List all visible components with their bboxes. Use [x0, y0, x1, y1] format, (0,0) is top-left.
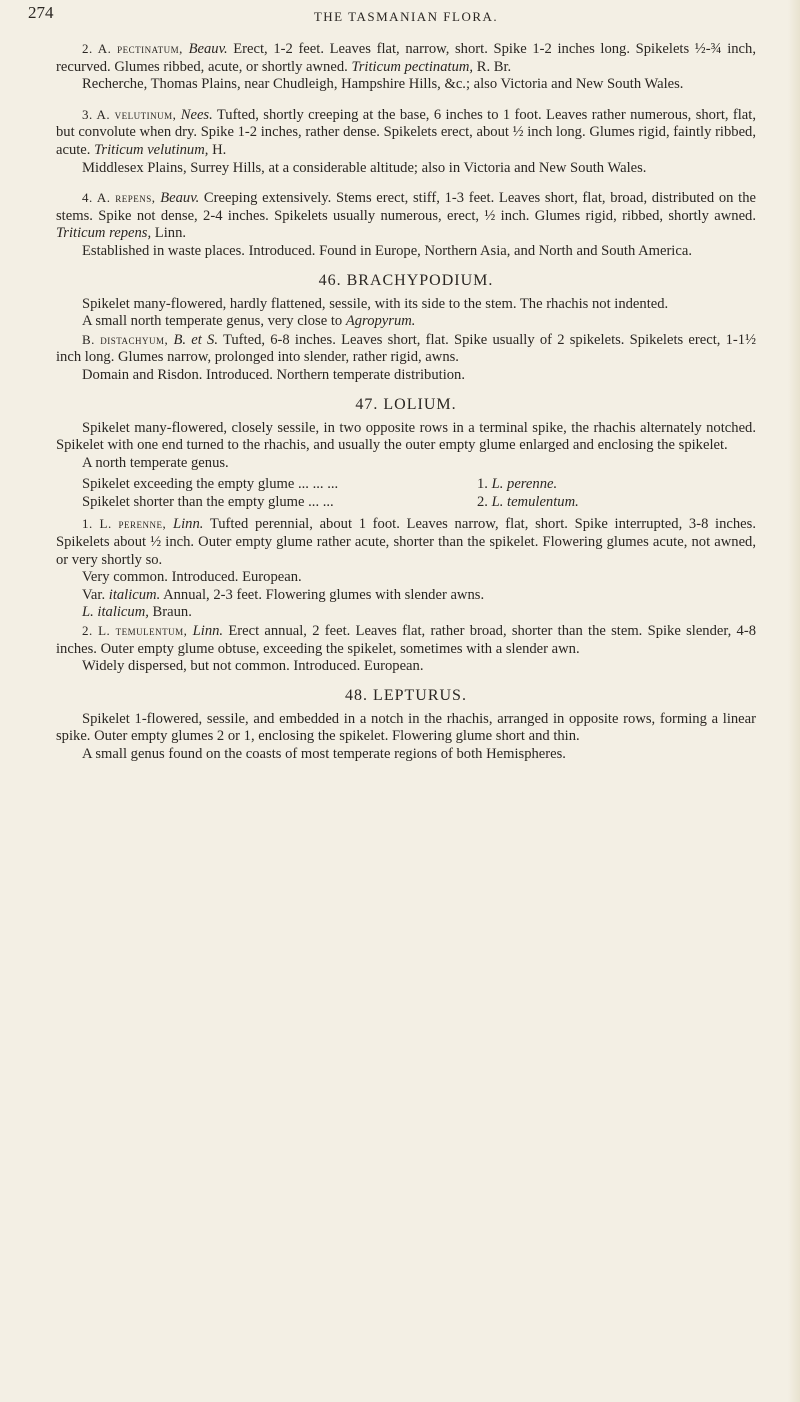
species-entry: 2. A. pectinatum, Beauv. Erect, 1-2 feet. Leaves flat, narrow, short. Spike 1-2 inches long. Spikelets ½-¾ inch, recurved. Glumes ribbed, acute, or shortly awned. Triticum pectinatum, R. Br.: [56, 41, 756, 75]
key-line: Spikelet exceeding the empty glume ... ... ... 1. L. perenne.: [82, 476, 558, 493]
genus-description: Spikelet 1-flowered, sessile, and embedded in a notch in the rhachis, arranged in opposite rows, forming a linear spike. Outer empty glumes 2 or 1, enclosing the spikelet. Flowering glume short and thin.: [56, 710, 756, 745]
page-edge-shadow: [788, 0, 800, 1402]
key-line: Spikelet shorter than the empty glume ... ... 2. L. temulentum.: [82, 493, 579, 510]
distribution-text: Established in waste places. Introduced. Found in Europe, Northern Asia, and North and South America.: [82, 242, 692, 259]
page-number: 274: [28, 3, 54, 22]
genus-description: Spikelet many-flowered, hardly flattened, sessile, with its side to the stem. The rhachis not indented.: [82, 295, 669, 312]
running-head: THE TASMANIAN FLORA.: [313, 9, 499, 24]
distribution-text: Very common. Introduced. European.: [82, 569, 302, 586]
distribution-text: Domain and Risdon. Introduced. Northern temperate distribution.: [82, 366, 466, 383]
distribution-text: Recherche, Thomas Plains, near Chudleigh, Hampshire Hills, &c.; also Victoria and New South Wales.: [82, 76, 684, 93]
genus-heading: 46. BRACHYPODIUM.: [318, 271, 494, 289]
distribution-text: Middlesex Plains, Surrey Hills, at a considerable altitude; also in Victoria and New South Wales.: [82, 159, 647, 176]
genus-heading: 48. LEPTURUS.: [345, 686, 467, 704]
genus-range: A north temperate genus.: [82, 454, 229, 471]
page-header: [28, 0, 756, 40]
species-entry: 3. A. velutinum, Nees. Tufted, shortly creeping at the base, 6 inches to 1 foot. Leaves rather numerous, short, flat, but convolute when dry. Spike 1-2 inches, rather dense. Spikelets erect, about ½ inch long. Glumes rigid, faintly ribbed, acute. Triticum velutinum, H.: [56, 106, 756, 158]
variety-synonym: L. italicum, Braun.: [82, 604, 192, 621]
genus-heading: 47. LOLIUM.: [355, 395, 457, 413]
distribution-text: Widely dispersed, but not common. Introduced. European.: [82, 658, 424, 675]
species-entry: 4. A. repens, Beauv. Creeping extensively. Stems erect, stiff, 1-3 feet. Leaves short, flat, broad, distributed on the stems. Spike not dense, 2-4 inches. Spikelets usually numerous, erect, ½ inch. Glumes rigid, ribbed, shortly awned. Triticum repens, Linn.: [56, 190, 756, 242]
species-entry: B. distachyum, B. et S. Tufted, 6-8 inches. Leaves short, flat. Spike usually of 2 spikelets. Spikelets erect, 1-1½ inch long. Glumes narrow, prolonged into slender, rather rigid, awns.: [56, 331, 757, 366]
species-entry: 1. L. perenne, Linn. Tufted perennial, about 1 foot. Leaves narrow, flat, short. Spike interrupted, 3-8 inches. Spikelets about ½ inch. Outer empty glume rather acute, shorter than the spikelet. Flowering glumes acute, not awned, or very shortly so.: [56, 516, 756, 568]
page: [28, 0, 757, 764]
genus-description: Spikelet many-flowered, closely sessile, in two opposite rows in a terminal spike, the rhachis alternately notched. Spikelet with one end turned to the rhachis, and usually the outer empty glume enlarged and enclosing the spikelet.: [56, 419, 756, 454]
variety-entry: Var. italicum. Annual, 2-3 feet. Flowering glumes with slender awns.: [82, 586, 485, 603]
species-entry: 2. L. temulentum, Linn. Erect annual, 2 feet. Leaves flat, rather broad, shorter than the stem. Spike slender, 4-8 inches. Outer empty glume obtuse, exceeding the spikelet, sometimes with a slender awn.: [56, 623, 757, 657]
genus-range: A small north temperate genus, very close to Agropyrum.: [82, 313, 416, 330]
genus-range: A small genus found on the coasts of most temperate regions of both Hemispheres.: [82, 746, 566, 762]
